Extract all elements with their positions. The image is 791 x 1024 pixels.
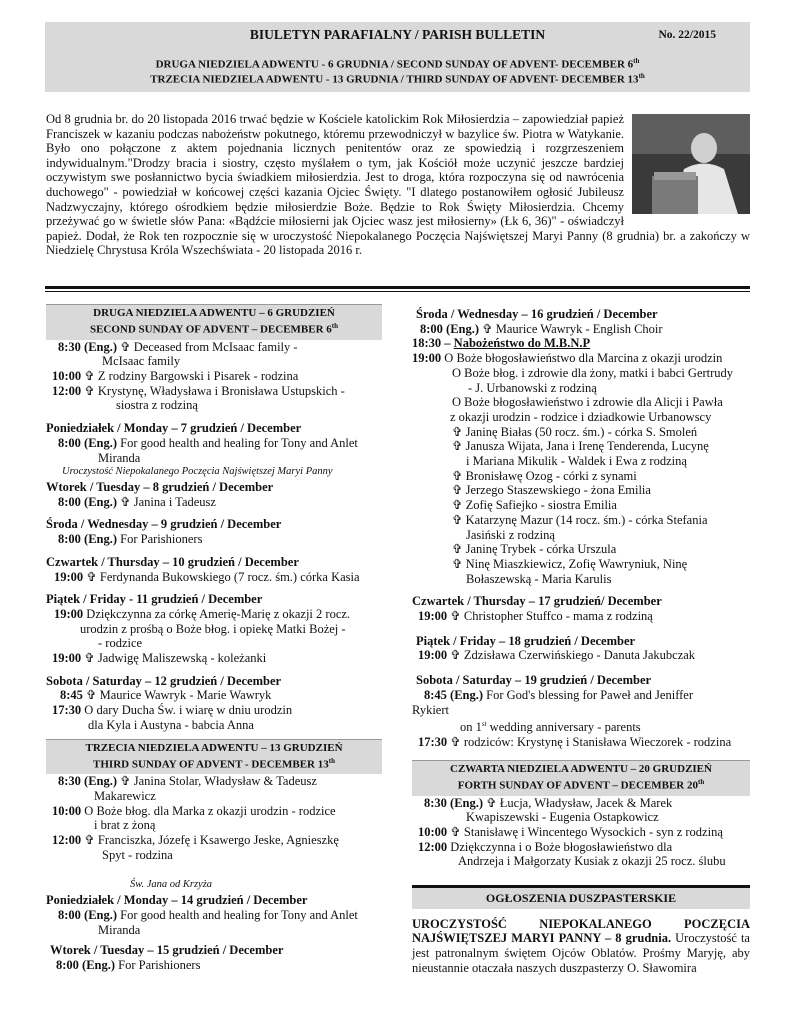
second-sunday-box — [46, 304, 382, 340]
announcements-heading: OGŁOSZENIA DUSZPASTERSKIE — [412, 885, 750, 909]
intention: ✞ Janusza Wijata, Jana i Irenę Tenderenda, Lucynę — [452, 439, 709, 454]
day-heading: Czwartek / Thursday – 17 grudzień/ December — [412, 594, 662, 609]
mass-entry: 10:00 ✞ Z rodziny Bargowski i Pisarek - rodzina — [52, 369, 299, 384]
mass-entry-cont: siostra z rodziną — [116, 398, 198, 413]
intention: O Boże błog. i zdrowie dla żony, matki i babci Gertrudy — [452, 365, 734, 380]
mass-entry-cont: i brat z żoną — [94, 818, 156, 833]
mass-entry-cont: dla Kyla i Austyna - babcia Anna — [88, 717, 254, 732]
day-heading: Poniedziałek / Monday – 7 grudzień / December — [46, 421, 302, 436]
mass-entry: 8:45 ✞ Maurice Wawryk - Marie Wawryk — [60, 688, 272, 703]
mass-entry: 8:30 (Eng.) ✞ Łucja, Władysław, Jacek & Marek — [424, 795, 673, 810]
bulletin-header — [45, 22, 750, 92]
mass-entry-cont: Kwapiszewski - Eugenia Ostapkowicz — [466, 810, 659, 825]
right-column — [412, 307, 750, 976]
box-title-en: FORTH SUNDAY OF ADVENT – DECEMBER 20th — [457, 777, 705, 792]
intention: O Boże błogosławieństwo i zdrowie dla Alicji i Pawła — [452, 395, 723, 410]
mass-entry-cont: - rodzice — [98, 636, 143, 651]
day-heading: Czwartek / Thursday – 10 grudzień / December — [46, 554, 299, 569]
day-heading: Sobota / Saturday – 19 grudzień / December — [416, 673, 652, 688]
mass-entry: 19:00 ✞ Ferdynanda Bukowskiego (7 rocz. śm.) córka Kasia — [54, 569, 360, 584]
saint-note: Św. Jana od Krzyża — [130, 879, 213, 891]
intention: i Mariana Mikulik - Waldek i Ewa z rodziną — [466, 454, 687, 469]
box-title-en: SECOND SUNDAY OF ADVENT – DECEMBER 6th — [89, 322, 339, 336]
mass-entry: 10:00 O Boże błog. dla Marka z okazji urodzin - rodzice — [52, 803, 336, 818]
intention: Jasiński z rodziną — [466, 527, 555, 542]
mass-entry-cont: Miranda — [98, 450, 141, 465]
intention: z okazji urodzin - rodzice i dziadkowie Urbanowscy — [450, 409, 712, 424]
box-title-pl: DRUGA NIEDZIELA ADWENTU – 6 GRUDZIEŃ — [93, 307, 335, 319]
box-title-en: THIRD SUNDAY OF ADVENT - DECEMBER 13th — [93, 756, 335, 771]
intention: ✞ Janinę Białas (50 rocz. śm.) - córka S. Smoleń — [452, 424, 698, 439]
fourth-sunday-box — [412, 760, 750, 796]
mass-entry-cont: urodzin z prośbą o Boże błog. i opiekę Matki Bożej - — [80, 621, 346, 636]
mass-entry: 8:00 (Eng.) For good health and healing for Tony and Anlet — [58, 435, 358, 450]
box-title-pl: TRZECIA NIEDZIELA ADWENTU – 13 GRUDZIEŃ — [85, 741, 343, 754]
feast-note: Uroczystość Niepokalanego Poczęcia Najświętszej Maryi Panny — [62, 466, 333, 478]
intention: ✞ Janinę Trybek - córka Urszula — [452, 542, 617, 557]
mass-entry: 8:45 (Eng.) For God's blessing for Paweł and Jeniffer — [424, 687, 694, 702]
mass-entry-cont: on 1st wedding anniversary - parents — [460, 720, 641, 735]
day-heading: Piątek / Friday - 11 grudzień / December — [46, 592, 263, 607]
header-line-third-sunday: TRZECIA NIEDZIELA ADWENTU - 13 GRUDNIA / THIRD SUNDAY OF ADVENT- DECEMBER 13th — [150, 72, 645, 86]
mass-entry: 19:00 ✞ Zdzisława Czerwińskiego - Danuta Jakubczak — [418, 648, 696, 663]
mass-entry-cont: Rykiert — [412, 702, 449, 717]
mass-entry: 19:00 ✞ Jadwigę Maliszewską - koleżanki — [52, 651, 267, 666]
mass-entry: 8:00 (Eng.) ✞ Janina i Tadeusz — [58, 494, 216, 509]
mass-entry: 8:00 (Eng.) For good health and healing for Tony and Anlet — [58, 907, 358, 922]
bulletin-title: BIULETYN PARAFIALNY / PARISH BULLETIN — [249, 27, 546, 42]
mass-entry: 17:30 ✞ rodziców: Krystynę i Stanisława Wieczorek - rodzina — [418, 735, 732, 750]
intention: ✞ Bronisławę Ozog - córki z synami — [452, 468, 637, 483]
mass-entry: 8:30 (Eng.) ✞ Janina Stolar, Władysław & Tadeusz — [58, 774, 317, 789]
day-heading: Środa / Wednesday – 9 grudzień / December — [46, 517, 282, 532]
day-heading: Wtorek / Tuesday – 15 grudzień / December — [50, 943, 284, 958]
mass-entry: 19:00 ✞ Christopher Stuffco - mama z rodziną — [418, 609, 653, 624]
header-line-second-sunday: DRUGA NIEDZIELA ADWENTU - 6 GRUDNIA / SECOND SUNDAY OF ADVENT- DECEMBER 6th — [155, 57, 640, 71]
mass-entry: 8:30 (Eng.) ✞ Deceased from McIsaac family - — [58, 339, 298, 354]
mass-entry-cont: Makarewicz — [94, 788, 156, 803]
intention: ✞ Ninę Miaszkiewicz, Zofię Wawryniuk, Ninę — [452, 556, 688, 571]
mass-entry: 10:00 ✞ Stanisławę i Wincentego Wysockich - syn z rodziną — [418, 824, 723, 839]
service-entry: 18:30 – Nabożeństwo do M.B.N.P — [412, 336, 591, 351]
intro-text: Od 8 grudnia br. do 20 listopada 2016 trwać będzie w Kościele katolickim Rok Miłosierdzia – zapowiedział papież Franciszek w kazaniu podczas nabożeństw pokutnego, któremu przewodniczył w bazylice św. Piotra w Watykanie. Było ono połączone z aktem pojednania licznych penitentów oraz ze spowiedzią i rozgrzeszeniem indywidualnym."Drodzy bracia i siostry, często myślałem o tym, jak Kościół może uczynić jeszcze bardziej oczywistym swe posłannictwo bycia świadkiem miłosierdzia. Jest to droga, która rozpoczyna się od nawrócenia duchowego" - powiedział w końcowej części kazania Ojciec Święty. "I dlatego postanowiłem ogłosić Jubileusz Nadzwyczajny, którego ośrodkiem będzie miłosierdzie Boże. Będzie to Rok Święty Miłosierdzia. Chcemy przeżywać go w świetle słów Pana: «Bądźcie miłosierni jak Ojciec wasz jest miłosierny» (Łk 6, 36)" - oświadczył papież. Dodał, że Rok ten rozpocznie się w uroczystość Niepokalanego Poczęcia Najświętszej Maryi Panny (8 grudnia) br. a zakończy w Niedzielę Chrystusa Króla Wszechświata - 20 listopada 2016 r. — [46, 112, 750, 258]
announcement-text: UROCZYSTOŚĆ NIEPOKALANEGO POCZĘCIA NAJŚWIĘTSZEJ MARYI PANNY – 8 grudnia. Uroczystość ta jest patronalnym świętem Ojców Oblatów. Prośmy Maryję, aby nieustannie otaczała naszych duszpasterzy O. Sławomira — [412, 916, 750, 975]
mass-entry: 17:30 O dary Ducha Św. i wiarę w dniu urodzin — [52, 703, 293, 718]
mass-entry-cont: Andrzeja i Małgorzaty Kusiak z okazji 25 rocz. ślubu — [458, 854, 726, 869]
mass-entry-cont: McIsaac family — [102, 354, 181, 369]
mass-entry-cont: Spyt - rodzina — [102, 847, 173, 862]
mass-entry: 12:00 Dziękczynna i o Boże błogosławieństwo dla — [418, 839, 673, 854]
intention: ✞ Katarzynę Mazur (14 rocz. śm.) - córka Stefania — [452, 512, 708, 527]
mass-entry: 12:00 ✞ Franciszka, Józefę i Ksawergo Jeske, Agnieszkę — [52, 833, 339, 847]
mass-entry: 8:00 (Eng.) For Parishioners — [58, 532, 203, 547]
mass-entry: 19:00 O Boże błogosławieństwo dla Marcina z okazji urodzin — [412, 351, 723, 366]
mass-entry: 8:00 (Eng.) For Parishioners — [56, 957, 201, 972]
day-heading: Środa / Wednesday – 16 grudzień / December — [416, 307, 658, 321]
mass-entry-cont: Miranda — [98, 922, 141, 937]
divider-thin — [45, 291, 750, 292]
mass-entry: 8:00 (Eng.) ✞ Maurice Wawryk - English Choir — [420, 321, 663, 336]
intention: ✞ Jerzego Staszewskiego - żona Emilia — [452, 483, 651, 498]
pope-photo — [632, 114, 750, 214]
issue-number: No. 22/2015 — [658, 29, 716, 41]
left-column — [46, 304, 382, 973]
day-heading: Piątek / Friday – 18 grudzień / December — [416, 633, 636, 648]
third-sunday-box — [46, 739, 382, 775]
divider-thick — [45, 286, 750, 289]
mass-entry: 12:00 ✞ Krystynę, Władysława i Bronisława Ustupskich - — [52, 383, 345, 398]
pope-photo-image — [632, 114, 750, 214]
day-heading: Poniedziałek / Monday – 14 grudzień / December — [46, 893, 308, 908]
day-heading: Sobota / Saturday – 12 grudzień / December — [46, 673, 282, 688]
day-heading: Wtorek / Tuesday – 8 grudzień / December — [46, 479, 274, 494]
intro-article — [46, 112, 750, 258]
intention: Bołaszewską - Maria Karulis — [466, 571, 612, 586]
box-title-pl: CZWARTA NIEDZIELA ADWENTU – 20 GRUDZIEŃ — [450, 762, 712, 775]
intention: - J. Urbanowski z rodziną — [468, 380, 597, 395]
mass-entry: 19:00 Dziękczynna za córkę Amerię-Marię z okazji 2 rocz. — [54, 606, 351, 621]
intention: ✞ Zofię Safiejko - siostra Emilia — [452, 498, 617, 513]
